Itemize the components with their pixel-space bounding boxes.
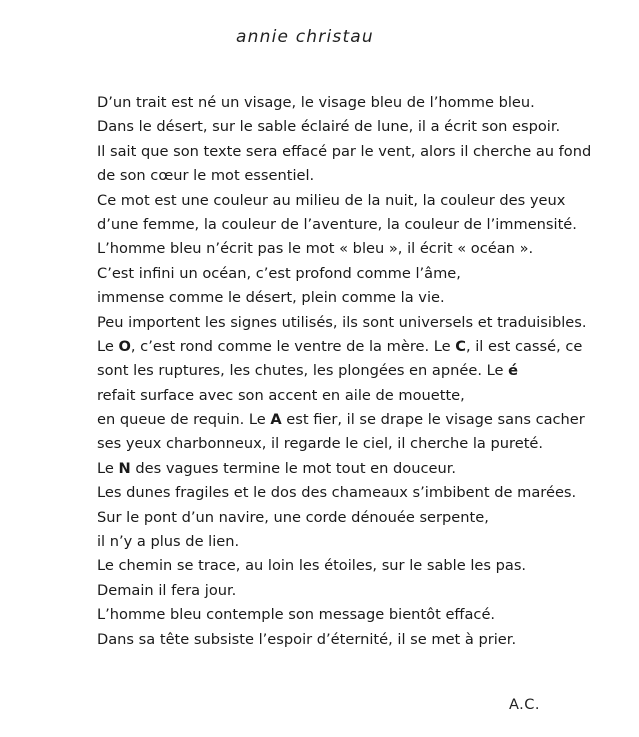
line-text: , il est cassé, ce bbox=[465, 337, 583, 355]
emphasized-letter: é bbox=[508, 362, 519, 380]
poem-line bbox=[97, 506, 591, 530]
poem-line bbox=[97, 628, 591, 652]
line-text: Le bbox=[97, 459, 119, 477]
poem-line bbox=[97, 554, 591, 578]
poem-line bbox=[97, 579, 591, 603]
line-text: Les dunes fragiles et le dos des chameaux s’imbibent de marées. bbox=[97, 484, 577, 502]
poem-line bbox=[97, 311, 591, 335]
line-text: d’une femme, la couleur de l’aventure, la couleur de l’immensité. bbox=[97, 215, 577, 233]
line-text: , c’est rond comme le ventre de la mère. Le bbox=[130, 337, 456, 355]
author-name: annie christau bbox=[236, 27, 374, 47]
poem-line bbox=[97, 262, 591, 286]
line-text: Il sait que son texte sera effacé par le vent, alors il cherche au fond bbox=[97, 142, 592, 160]
poem-line bbox=[97, 481, 591, 505]
line-text: des vagues termine le mot tout en douceur. bbox=[130, 459, 457, 477]
line-text: est fier, il se drape le visage sans cacher bbox=[281, 411, 585, 429]
poem-line bbox=[97, 286, 591, 310]
poem-line bbox=[97, 189, 591, 213]
line-text: il n’y a plus de lien. bbox=[97, 533, 240, 551]
line-text: L’homme bleu contemple son message bientôt effacé. bbox=[97, 606, 496, 624]
line-text: immense comme le désert, plein comme la vie. bbox=[97, 289, 445, 307]
line-text: L’homme bleu n’écrit pas le mot « bleu », il écrit « océan ». bbox=[97, 240, 534, 258]
emphasized-letter: N bbox=[118, 459, 131, 477]
poem-line bbox=[97, 384, 591, 408]
poem-line bbox=[97, 164, 591, 188]
poem-line bbox=[97, 115, 591, 139]
line-text: sont les ruptures, les chutes, les plongées en apnée. Le bbox=[97, 362, 509, 380]
poem-line bbox=[97, 140, 591, 164]
line-text: Dans sa tête subsiste l’espoir d’éternité, il se met à prier. bbox=[97, 630, 517, 648]
emphasized-letter: C bbox=[455, 337, 466, 355]
signature-initials: A.C. bbox=[509, 697, 541, 713]
line-text: Dans le désert, sur le sable éclairé de lune, il a écrit son espoir. bbox=[97, 118, 561, 136]
line-text: Ce mot est une couleur au milieu de la nuit, la couleur des yeux bbox=[97, 191, 566, 209]
poem-line bbox=[97, 432, 591, 456]
line-text: de son cœur le mot essentiel. bbox=[97, 167, 315, 185]
line-text: C’est infini un océan, c’est profond comme l’âme, bbox=[97, 264, 461, 282]
emphasized-letter: A bbox=[270, 411, 282, 429]
line-text: Peu importent les signes utilisés, ils sont universels et traduisibles. bbox=[97, 313, 587, 331]
line-text: en queue de requin. Le bbox=[97, 411, 271, 429]
poem-line bbox=[97, 408, 591, 432]
poem-line bbox=[97, 91, 591, 115]
line-text: D’un trait est né un visage, le visage bleu de l’homme bleu. bbox=[97, 94, 535, 111]
line-text: Sur le pont d’un navire, une corde dénouée serpente, bbox=[97, 508, 489, 526]
poem-line bbox=[97, 530, 591, 554]
poem-line bbox=[97, 213, 591, 237]
poem-line bbox=[97, 335, 591, 359]
poem-line bbox=[97, 603, 591, 627]
line-text: Le chemin se trace, au loin les étoiles, sur le sable les pas. bbox=[97, 557, 527, 575]
poem-line bbox=[97, 237, 591, 261]
line-text: Le bbox=[97, 337, 119, 355]
line-text: Demain il fera jour. bbox=[97, 581, 237, 599]
poem-line bbox=[97, 359, 591, 383]
emphasized-letter: O bbox=[118, 337, 131, 355]
poem-body bbox=[97, 91, 591, 652]
line-text: ses yeux charbonneux, il regarde le ciel, il cherche la pureté. bbox=[97, 435, 544, 453]
line-text: refait surface avec son accent en aile de mouette, bbox=[97, 386, 465, 404]
poem-line bbox=[97, 457, 591, 481]
